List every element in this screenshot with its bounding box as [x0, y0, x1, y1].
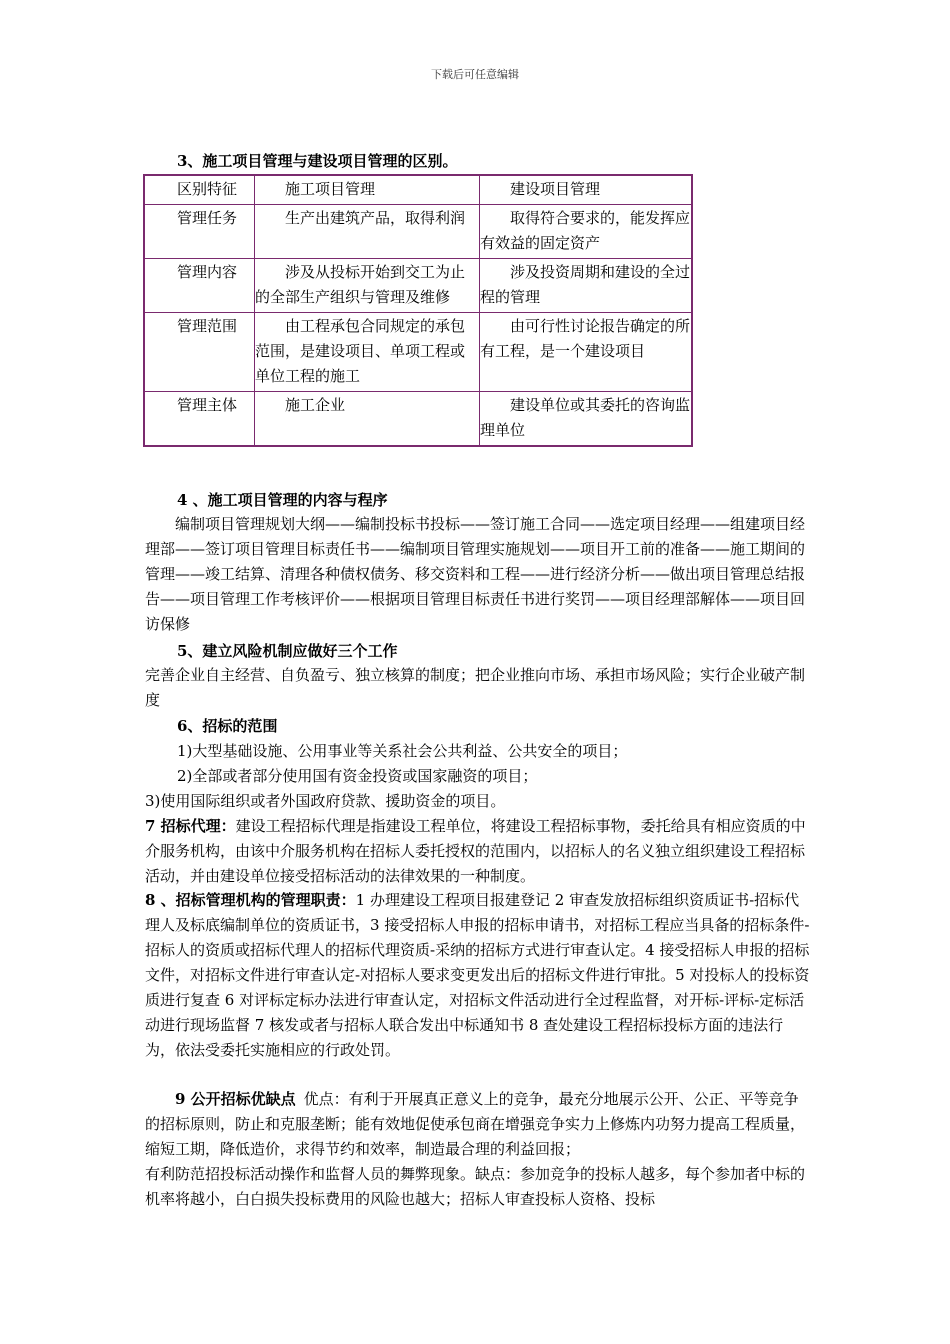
section-4-body: 编制项目管理规划大纲——编制投标书投标——签订施工合同——选定项目经理——组建项目经理部——签订项目管理目标责任书——编制项目管理实施规划——项目开工前的准备——施工期间的管理——竣工结算、清理各种债权债务、移交资料和工程——进行经济分析——做出项目管理总结报告——项目管理工作考核评价——根据项目管理目标责任书进行奖罚——项目经理部解体——项目回访保修 [145, 515, 806, 633]
section-8-paragraph [145, 888, 811, 1063]
table-cell: 取得符合要求的，能发挥应有效益的固定资产 [480, 205, 693, 259]
page-header-note: 下载后可任意编辑 [431, 68, 519, 81]
table-row [144, 205, 692, 259]
section-9-body-1: 优点：有利于开展真正意义上的竞争，最充分地展示公开、公正、平等竞争的招标原则，防止和克服垄断；能有效地促使承包商在增强竞争实力上修炼内功努力提高工程质量，缩短工期，降低造价，求得节约和效率，制造最合理的利益回报； [145, 1090, 806, 1158]
table-header-cell: 建设项目管理 [480, 175, 693, 205]
table-cell: 施工企业 [255, 392, 480, 447]
section-8-title: 8 、招标管理机构的管理职责： [145, 891, 356, 909]
section-9-body-2: 有利防范招投标活动操作和监督人员的舞弊现象。缺点：参加竞争的投标人越多，每个参加者中标的机率将越小，白白损失投标费用的风险也越大；招标人审查投标人资格、投标 [145, 1165, 806, 1208]
section-6-title: 6、招标的范围 [177, 717, 278, 735]
table-cell: 生产出建筑产品，取得利润 [255, 205, 480, 259]
table-cell: 建设单位或其委托的咨询监理单位 [480, 392, 693, 447]
section-8-body: 1 办理建设工程项目报建登记 2 审查发放招标组织资质证书-招标代理人及标底编制单位的资质证书，3 接受招标人申报的招标申请书，对招标工程应当具备的招标条件-招标人的资质或招标代理人的招标代理资质-采纳的招标方式进行审查认定。4 接受招标人申报的招标文件，对招标文件进行审查认定-对招标人要求变更发出后的招标文件进行审批。5 对投标人的投标资质进行复查 6 对评标定标办法进行审查认定，对招标文件活动进行全过程监督，对开标-评标-定标活动进行现场监督 7 核发或者与招标人联合发出中标通知书 8 查处建设工程招标投标方面的违法行为，依法受委托实施相应的行政处罚。 [145, 891, 810, 1059]
section-6-item: 1)大型基础设施、公用事业等关系社会公共利益、公共安全的项目； [177, 742, 628, 760]
section-9-paragraph [145, 1087, 809, 1162]
section-7-body: 建设工程招标代理是指建设工程单位，将建设工程招标事物，委托给具有相应资质的中介服务机构，由该中介服务机构在招标人委托授权的范围内，以招标人的名义独立组织建设工程招标活动，并由建设单位接受招标活动的法律效果的一种制度。 [145, 817, 806, 885]
comparison-table [143, 174, 693, 447]
section-6-item: 2)全部或者部分使用国有资金投资或国家融资的项目； [177, 767, 538, 785]
table-cell: 涉及从投标开始到交工为止的全部生产组织与管理及维修 [255, 259, 480, 313]
section-9-title: 9 公开招标优缺点 [175, 1090, 296, 1108]
section-3-title: 3、施工项目管理与建设项目管理的区别。 [177, 152, 458, 170]
section-4-title: 4 、施工项目管理的内容与程序 [177, 491, 388, 509]
section-5-title: 5、建立风险机制应做好三个工作 [177, 642, 398, 660]
table-header-cell: 施工项目管理 [255, 175, 480, 205]
section-7-paragraph [145, 814, 809, 889]
section-6-item: 3)使用国际组织或者外国政府贷款、援助资金的项目。 [145, 792, 506, 810]
table-cell: 管理范围 [177, 317, 238, 335]
table-row [144, 259, 692, 313]
table-cell: 管理内容 [177, 263, 238, 281]
section-7-title: 7 招标代理： [145, 817, 236, 835]
table-row [144, 392, 692, 447]
table-row [144, 313, 692, 392]
table-cell: 管理主体 [177, 396, 238, 414]
table-header-cell: 区别特征 [177, 180, 238, 198]
table-cell: 由工程承包合同规定的承包范围，是建设项目、单项工程或单位工程的施工 [255, 313, 480, 392]
table-cell: 涉及投资周期和建设的全过程的管理 [480, 259, 693, 313]
section-5-body: 完善企业自主经营、自负盈亏、独立核算的制度；把企业推向市场、承担市场风险；实行企业破产制度 [145, 666, 806, 709]
table-cell: 管理任务 [177, 209, 238, 227]
table-header-row [144, 175, 692, 205]
table-cell: 由可行性讨论报告确定的所有工程，是一个建设项目 [480, 313, 693, 392]
